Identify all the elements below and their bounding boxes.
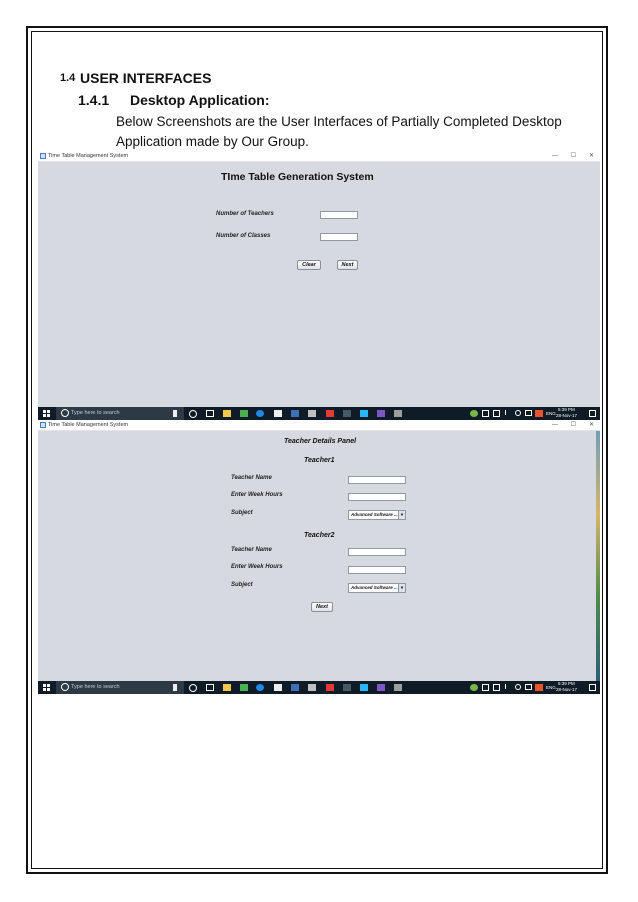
file-explorer-icon[interactable] — [223, 410, 231, 417]
app-icon-red[interactable] — [326, 684, 334, 691]
taskbar-date: 28-Nov-17 — [556, 687, 578, 692]
teacher2-heading: Teacher2 — [304, 532, 335, 539]
app-icon-grey[interactable] — [308, 410, 316, 417]
screenshot-teacher-details-window — [38, 421, 600, 694]
tray-app-icon[interactable] — [535, 410, 543, 417]
teacher2-name-label: Teacher Name — [231, 547, 272, 553]
file-explorer-icon[interactable] — [223, 684, 231, 691]
desktop-wallpaper-edge — [596, 431, 600, 681]
app-icon-green[interactable] — [240, 410, 248, 417]
app-icon-purple[interactable] — [377, 684, 385, 691]
task-view-icon[interactable] — [206, 410, 214, 417]
maximize-icon[interactable]: ☐ — [570, 153, 576, 159]
windows-taskbar — [38, 407, 600, 420]
clear-button[interactable]: Clear — [297, 260, 321, 270]
app-icon-purple[interactable] — [377, 410, 385, 417]
teachers-count-input[interactable] — [320, 211, 358, 219]
subsection-title: Desktop Application: — [130, 92, 270, 108]
teacher1-hours-input[interactable] — [348, 493, 406, 501]
mic-icon[interactable] — [173, 410, 177, 417]
maximize-icon[interactable]: ☐ — [570, 422, 576, 428]
window-titlebar — [38, 152, 600, 162]
app-icon-blue[interactable] — [291, 684, 299, 691]
app-icon-dark[interactable] — [343, 410, 351, 417]
chevron-down-icon: ▾ — [398, 511, 405, 519]
teacher1-hours-label: Enter Week Hours — [231, 492, 283, 498]
app-icon-lightblue[interactable] — [360, 410, 368, 417]
tray-icon-2[interactable] — [493, 410, 500, 417]
teachers-count-label: Number of Teachers — [216, 211, 274, 217]
app-heading: TIme Table Generation System — [221, 171, 374, 183]
battery-icon[interactable] — [525, 410, 532, 416]
app-icon-lightblue[interactable] — [360, 684, 368, 691]
tray-icon[interactable] — [482, 410, 489, 417]
taskbar-search[interactable] — [56, 407, 184, 420]
taskbar-time: 5:39 PM — [558, 681, 575, 686]
section-title: USER INTERFACES — [80, 70, 212, 86]
store-icon[interactable] — [274, 684, 282, 691]
notification-icon[interactable] — [589, 684, 596, 691]
language-indicator[interactable]: ENG — [546, 411, 556, 416]
cortana-icon — [61, 409, 69, 417]
panel-heading: Teacher Details Panel — [284, 438, 357, 445]
teacher1-name-label: Teacher Name — [231, 475, 272, 481]
app-icon-green[interactable] — [240, 684, 248, 691]
tray-icon-green[interactable] — [470, 684, 478, 691]
network-icon[interactable] — [505, 684, 511, 689]
volume-icon[interactable] — [515, 684, 521, 690]
app-icon-red[interactable] — [326, 410, 334, 417]
app-icon-dark[interactable] — [343, 684, 351, 691]
mic-icon[interactable] — [173, 684, 177, 691]
taskbar-date: 28-Nov-17 — [556, 413, 578, 418]
network-icon[interactable] — [505, 410, 511, 415]
app-icon — [40, 153, 46, 159]
tray-app-icon[interactable] — [535, 684, 543, 691]
app-icon-blue[interactable] — [291, 410, 299, 417]
tray-icon-green[interactable] — [470, 410, 478, 417]
cortana-circle-icon[interactable] — [189, 410, 197, 418]
taskbar-search-placeholder: Type here to search — [71, 410, 120, 416]
windows-start-icon[interactable] — [43, 684, 50, 691]
battery-icon[interactable] — [525, 684, 532, 690]
cortana-circle-icon[interactable] — [189, 684, 197, 692]
screenshot-setup-window — [38, 152, 600, 420]
window-title: Time Table Management System — [48, 422, 129, 428]
classes-count-input[interactable] — [320, 233, 358, 241]
chevron-down-icon: ▾ — [398, 584, 405, 592]
teacher1-name-input[interactable] — [348, 476, 406, 484]
window-titlebar — [38, 421, 600, 431]
next-button[interactable]: Next — [337, 260, 358, 270]
minimize-icon[interactable]: — — [552, 422, 558, 428]
windows-start-icon[interactable] — [43, 410, 50, 417]
cortana-icon — [61, 683, 69, 691]
windows-taskbar — [38, 681, 600, 694]
close-icon[interactable]: ✕ — [588, 422, 594, 428]
tray-icon[interactable] — [482, 684, 489, 691]
teacher1-subject-value: Advanced Software ... — [351, 512, 398, 517]
task-view-icon[interactable] — [206, 684, 214, 691]
section-number: 1.4 — [60, 72, 76, 84]
intro-paragraph: Below Screenshots are the User Interfaces of Partially Completed Desktop Application made by Our Group. — [116, 114, 562, 149]
teacher2-subject-label: Subject — [231, 582, 253, 588]
app-icon-grey[interactable] — [308, 684, 316, 691]
classes-count-label: Number of Classes — [216, 233, 271, 239]
minimize-icon[interactable]: — — [552, 153, 558, 159]
volume-icon[interactable] — [515, 410, 521, 416]
teacher2-hours-label: Enter Week Hours — [231, 564, 283, 570]
teacher2-subject-select[interactable] — [348, 583, 406, 593]
edge-icon[interactable] — [256, 410, 264, 417]
taskbar-time: 5:39 PM — [558, 407, 575, 412]
java-app-icon[interactable] — [394, 684, 402, 691]
teacher1-heading: Teacher1 — [304, 457, 335, 464]
taskbar-search-placeholder: Type here to search — [71, 684, 120, 690]
language-indicator[interactable]: ENG — [546, 685, 556, 690]
teacher2-hours-input[interactable] — [348, 566, 406, 574]
tray-icon-2[interactable] — [493, 684, 500, 691]
teacher1-subject-select[interactable] — [348, 510, 406, 520]
edge-icon[interactable] — [256, 684, 264, 691]
window-title: Time Table Management System — [48, 153, 129, 159]
teacher2-name-input[interactable] — [348, 548, 406, 556]
notification-icon[interactable] — [589, 410, 596, 417]
teacher2-subject-value: Advanced Software ... — [351, 585, 398, 590]
java-app-icon[interactable] — [394, 410, 402, 417]
close-icon[interactable]: ✕ — [588, 153, 594, 159]
subsection-number: 1.4.1 — [78, 92, 110, 108]
next-button[interactable]: Next — [311, 602, 333, 612]
teacher1-subject-label: Subject — [231, 510, 253, 516]
taskbar-search[interactable] — [56, 681, 184, 694]
store-icon[interactable] — [274, 410, 282, 417]
app-icon — [40, 422, 46, 428]
